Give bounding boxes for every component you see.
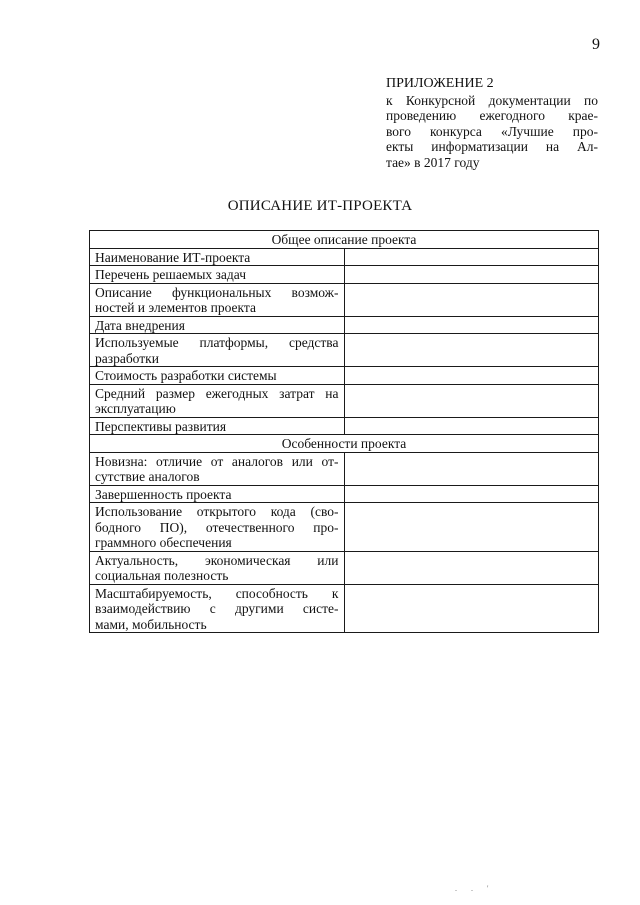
scan-artifact: . . ' (455, 884, 495, 893)
criterion-label-line: Завершенность проекта (95, 486, 232, 502)
criterion-label-line: мами, мобильность (95, 616, 207, 632)
criterion-label (90, 384, 345, 417)
criterion-label (90, 283, 345, 316)
table-row (90, 551, 599, 584)
project-description-table (89, 230, 599, 633)
criterion-label (90, 584, 345, 633)
value-cell[interactable] (344, 248, 599, 266)
value-cell[interactable] (344, 503, 599, 552)
document-title: ОПИСАНИЕ ИТ-ПРОЕКТА (227, 198, 413, 214)
criterion-label-line: Новизна: отличие от аналогов или от- (95, 453, 339, 469)
value-cell[interactable] (344, 334, 599, 367)
table-body (90, 231, 599, 633)
criterion-label-line: бодного ПО), отечественного про- (95, 519, 339, 535)
criterion-label-line: сутствие аналогов (95, 469, 200, 484)
value-cell[interactable] (344, 367, 599, 385)
criterion-label (90, 367, 345, 385)
table-row (90, 248, 599, 266)
criterion-label (90, 452, 345, 485)
criterion-label-line: социальная полезность (95, 568, 229, 583)
criterion-label-line: Перечень решаемых задач (95, 267, 246, 282)
appendix-line: тае» в 2017 году (386, 154, 480, 170)
criterion-label (90, 266, 345, 284)
criterion-label-line: Средний размер ежегодных затрат на (95, 385, 339, 401)
criterion-label-line: Стоимость разработки системы (95, 368, 277, 383)
criterion-label (90, 485, 345, 503)
criterion-label-line: Дата внедрения (95, 317, 185, 333)
section-header-row (90, 435, 599, 453)
table-row (90, 452, 599, 485)
criterion-label (90, 316, 345, 334)
table-row (90, 334, 599, 367)
table-row (90, 503, 599, 552)
criterion-label (90, 334, 345, 367)
appendix-line: к Конкурсной документации по (386, 92, 598, 108)
table-row (90, 417, 599, 435)
criterion-label-line: Перспективы развития (95, 418, 227, 434)
appendix-line: проведению ежегодного крае- (386, 108, 598, 123)
value-cell[interactable] (344, 417, 599, 435)
criterion-label (90, 551, 345, 584)
value-cell[interactable] (344, 551, 599, 584)
criterion-label-line: Используемые платформы, средства (95, 335, 339, 350)
criterion-label (90, 248, 345, 266)
criterion-label-line: Масштабируемость, способность к (95, 585, 339, 601)
value-cell[interactable] (344, 584, 599, 633)
criterion-label (90, 503, 345, 552)
appendix-block (386, 76, 598, 170)
table-row (90, 485, 599, 503)
value-cell[interactable] (344, 485, 599, 503)
criterion-label-line: ностей и элементов проекта (95, 300, 256, 315)
table-row (90, 316, 599, 334)
appendix-line: вого конкурса «Лучшие про- (386, 123, 598, 139)
value-cell[interactable] (344, 266, 599, 284)
criterion-label-line: Описание функциональных возмож- (95, 284, 339, 300)
value-cell[interactable] (344, 384, 599, 417)
value-cell[interactable] (344, 283, 599, 316)
criterion-label (90, 417, 345, 435)
table-row (90, 367, 599, 385)
table-row (90, 283, 599, 316)
table-row (90, 384, 599, 417)
section-header-row (90, 231, 599, 249)
page-number: 9 (592, 36, 600, 53)
criterion-label-line: Актуальность, экономическая или (95, 552, 339, 568)
criterion-label-line: граммного обеспечения (95, 535, 232, 550)
table-row (90, 584, 599, 633)
section-header: Общее описание проекта (90, 231, 599, 249)
table-row (90, 266, 599, 284)
value-cell[interactable] (344, 316, 599, 334)
criterion-label-line: Использование открытого кода (сво- (95, 504, 339, 519)
criterion-label-line: взаимодействию с другими систе- (95, 601, 339, 616)
criterion-label-line: эксплуатацию (95, 401, 176, 416)
criterion-label-line: Наименование ИТ-проекта (95, 249, 251, 265)
criterion-label-line: разработки (95, 350, 159, 366)
section-header: Особенности проекта (90, 435, 599, 453)
value-cell[interactable] (344, 452, 599, 485)
appendix-title: ПРИЛОЖЕНИЕ 2 (386, 76, 494, 91)
appendix-line: екты информатизации на Ал- (386, 139, 598, 154)
